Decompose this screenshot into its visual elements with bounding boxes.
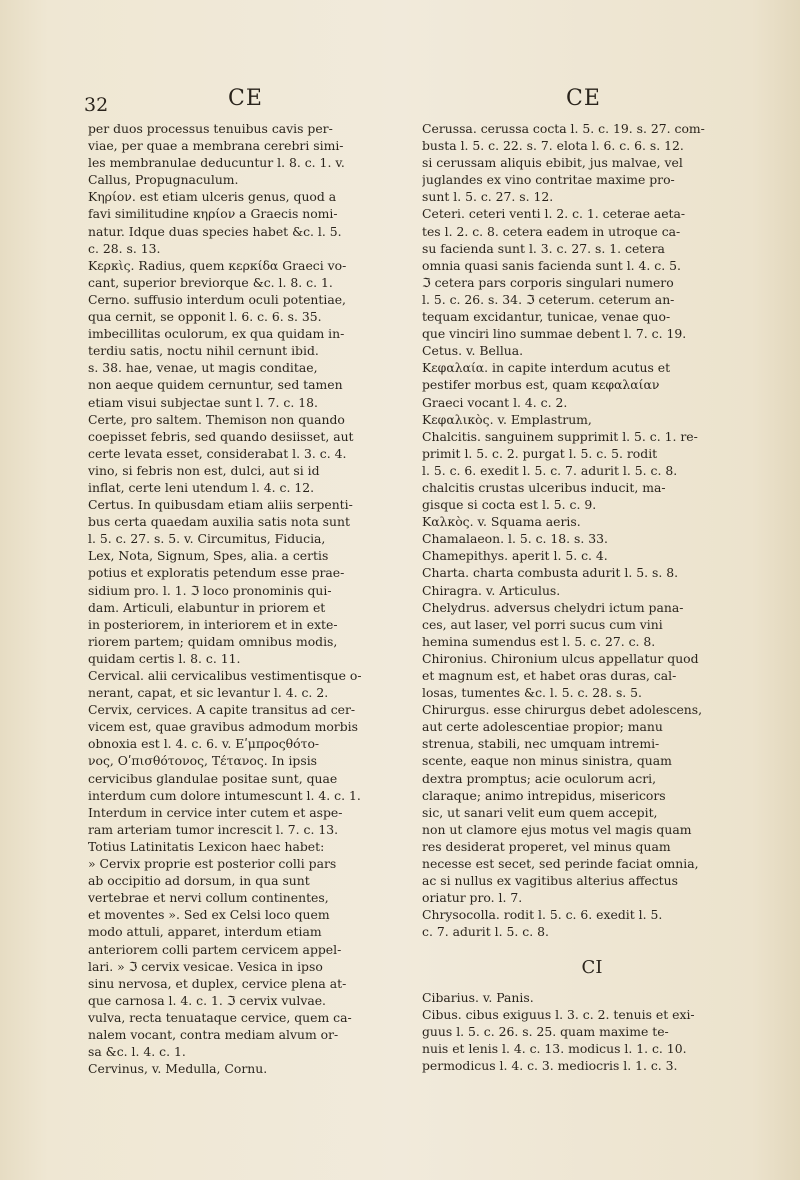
- text-line: Chrysocolla. rodit l. 5. c. 6. exedit l. 5.: [422, 907, 663, 923]
- text-line: res desiderat properet, vel minus quam: [422, 838, 671, 854]
- text-line: Κερκὶς. Radius, quem κερκίδα Graeci vo-: [88, 257, 347, 273]
- text-line: Cerussa. cerussa cocta l. 5. c. 19. s. 27. com-: [422, 121, 705, 136]
- text-line: permodicus l. 4. c. 3. mediocris l. 1. c. 3.: [422, 1057, 678, 1073]
- text-line: anteriorem colli partem cervicem appel-: [88, 941, 342, 957]
- text-line: strenua, stabili, nec umquam intremi-: [422, 736, 660, 752]
- text-line: Κηρίον. est etiam ulceris genus, quod a: [88, 189, 337, 205]
- text-line: oriatur pro. l. 7.: [422, 890, 523, 906]
- text-line: Cervical. alii cervicalibus vestimentisque o-: [88, 668, 362, 683]
- text-line: Interdum in cervice inter cutem et aspe-: [88, 804, 343, 820]
- text-line: non ut clamore ejus motus vel magis quam: [422, 821, 692, 837]
- text-line: gisque si cocta est l. 5. c. 9.: [422, 497, 597, 513]
- text-line: Κεφαλικὸς. v. Emplastrum,: [422, 411, 592, 427]
- text-line: in posteriorem, in interiorem et in exte-: [88, 616, 338, 632]
- text-line: modo attuli, apparet, interdum etiam: [88, 924, 322, 940]
- text-line: Certe, pro saltem. Themison non quando: [88, 411, 345, 427]
- right-column-entries-ce: [422, 120, 762, 941]
- text-line: vertebrae et nervi collum continentes,: [88, 890, 329, 906]
- text-line: sic, ut sanari velit eum quem accepit,: [422, 804, 658, 820]
- text-line: ac si nullus ex vagitibus alterius affectus: [422, 873, 678, 889]
- text-line: vulva, recta tenuataque cervice, quem ca-: [88, 1009, 352, 1025]
- text-line: busta l. 5. c. 22. s. 7. elota l. 6. c. 6. s. 12.: [422, 138, 684, 154]
- section-heading-ci: CI: [581, 956, 603, 978]
- text-line: sinu nervosa, et duplex, cervice plena at-: [88, 975, 347, 991]
- running-head-left: CE: [228, 86, 263, 111]
- text-line: et magnum est, et habet oras duras, cal-: [422, 668, 677, 683]
- text-line: su facienda sunt l. 3. c. 27. s. 1. cetera: [422, 240, 665, 256]
- text-line: non aeque quidem cernuntur, sed tamen: [88, 377, 343, 393]
- text-line: ab occipitio ad dorsum, in qua sunt: [88, 873, 310, 889]
- text-line: Καλκὸς. v. Squama aeris.: [422, 514, 581, 530]
- text-line: per duos processus tenuibus cavis per-: [88, 121, 333, 136]
- text-line: tequam excidantur, tunicae, venae quo-: [422, 309, 671, 325]
- text-line: coepisset febris, sed quando desiisset, aut: [88, 428, 354, 444]
- text-line: Cibus. cibus exiguus l. 3. c. 2. tenuis et exi-: [422, 1006, 695, 1022]
- text-line: Chiragra. v. Articulus.: [422, 582, 561, 598]
- text-line: viae, per quae a membrana cerebri simi-: [88, 138, 344, 154]
- text-line: Chironius. Chironium ulcus appellatur quod: [422, 650, 699, 666]
- text-line: Cervinus, v. Medulla, Cornu.: [88, 1061, 268, 1077]
- text-line: pestifer morbus est, quam κεφαλαίαν: [422, 377, 660, 393]
- text-line: sa &c. l. 4. c. 1.: [88, 1044, 186, 1060]
- text-line: Chamepithys. aperit l. 5. c. 4.: [422, 548, 608, 564]
- text-line: sidium pro. l. 1. ℑ loco pronominis qui-: [88, 582, 332, 598]
- text-line: juglandes ex vino contritae maxime pro-: [422, 172, 675, 188]
- text-line: interdum cum dolore intumescunt l. 4. c. 1.: [88, 787, 361, 803]
- text-line: primit l. 5. c. 2. purgat l. 5. c. 5. rodit: [422, 445, 658, 461]
- text-line: c. 7. adurit l. 5. c. 8.: [422, 924, 549, 940]
- text-line: favi similitudine κηρίον a Graecis nomi-: [88, 206, 338, 222]
- text-line: guus l. 5. c. 26. s. 25. quam maxime te-: [422, 1023, 669, 1039]
- text-line: sunt l. 5. c. 27. s. 12.: [422, 189, 554, 205]
- text-line: tes l. 2. c. 8. cetera eadem in utroque ca-: [422, 223, 681, 239]
- left-column: [88, 120, 428, 1077]
- text-line: Chirurgus. esse chirurgus debet adolescens,: [422, 702, 703, 718]
- text-line: vicem est, quae gravibus admodum morbis: [88, 719, 358, 735]
- text-line: quidam certis l. 8. c. 11.: [88, 650, 241, 666]
- text-line: ram arteriam tumor increscit l. 7. c. 13.: [88, 821, 339, 837]
- text-line: nerant, capat, et sic levantur l. 4. c. 2.: [88, 685, 329, 701]
- text-line: bus certa quaedam auxilia satis nota sunt: [88, 514, 350, 530]
- text-line: nalem vocant, contra mediam alvum or-: [88, 1026, 339, 1042]
- text-line: Cerno. suffusio interdum oculi potentiae,: [88, 291, 346, 307]
- text-line: Callus, Propugnaculum.: [88, 172, 239, 188]
- page-number: 32: [84, 94, 109, 116]
- text-line: vino, si febris non est, dulci, aut si id: [88, 462, 320, 478]
- text-line: » Cervix proprie est posterior colli pars: [88, 856, 337, 872]
- text-line: etiam visui subjectae sunt l. 7. c. 18.: [88, 394, 318, 410]
- text-line: riorem partem; quidam omnibus modis,: [88, 633, 338, 649]
- text-line: l. 5. c. 26. s. 34. ℑ ceterum. ceterum an-: [422, 291, 675, 307]
- text-line: ces, aut laser, vel porri sucus cum vini: [422, 616, 663, 632]
- text-line: claraque; animo intrepidus, misericors: [422, 787, 666, 803]
- text-line: necesse est secet, sed perinde faciat omnia,: [422, 856, 699, 872]
- right-column: [422, 120, 762, 1074]
- text-line: Cetus. v. Bellua.: [422, 343, 524, 359]
- text-line: lari. » ℑ cervix vesicae. Vesica in ipso: [88, 958, 323, 974]
- text-line: cant, superior breviorque &c. l. 8. c. 1.: [88, 274, 333, 290]
- text-line: dam. Articuli, elabuntur in priorem et: [88, 599, 326, 615]
- text-line: potius et exploratis petendum esse prae-: [88, 565, 345, 581]
- text-line: Cibarius. v. Panis.: [422, 989, 534, 1005]
- text-line: Certus. In quibusdam etiam aliis serpenti-: [88, 497, 353, 513]
- text-line: Totius Latinitatis Lexicon haec habet:: [88, 838, 325, 854]
- text-line: hemina sumendus est l. 5. c. 27. c. 8.: [422, 633, 656, 649]
- text-line: Lex, Nota, Signum, Spes, alia. a certis: [88, 548, 329, 564]
- text-line: Cervix, cervices. A capite transitus ad cer-: [88, 702, 356, 718]
- text-line: chalcitis crustas ulceribus inducit, ma-: [422, 479, 666, 495]
- text-line: natur. Idque duas species habet &c. l. 5.: [88, 223, 342, 239]
- text-line: qua cernit, se opponit l. 6. c. 6. s. 35.: [88, 309, 322, 325]
- text-line: νος, Οʹπισθότονος, Τέτανος. In ipsis: [88, 753, 318, 769]
- right-column-entries-ci: [422, 989, 762, 1074]
- text-line: Chalcitis. sanguinem supprimit l. 5. c. 1. re-: [422, 428, 698, 444]
- text-line: l. 5. c. 27. s. 5. v. Circumitus, Fiducia,: [88, 531, 326, 547]
- text-line: ℑ cetera pars corporis singulari numero: [422, 274, 674, 290]
- text-line: dextra promptus; acie oculorum acri,: [422, 770, 657, 786]
- text-line: omnia quasi sanis facienda sunt l. 4. c. 5.: [422, 257, 681, 273]
- text-line: nuis et lenis l. 4. c. 13. modicus l. 1. c. 10.: [422, 1040, 687, 1056]
- text-line: Ceteri. ceteri venti l. 2. c. 1. ceterae aeta-: [422, 206, 686, 222]
- text-line: Chelydrus. adversus chelydri ictum pana-: [422, 599, 684, 615]
- text-line: aut certe adolescentiae propior; manu: [422, 719, 663, 735]
- text-line: les membranulae deducuntur l. 8. c. 1. v.: [88, 155, 345, 171]
- text-line: certe levata esset, considerabat l. 3. c. 4.: [88, 445, 347, 461]
- text-line: que carnosa l. 4. c. 1. ℑ cervix vulvae.: [88, 992, 326, 1008]
- text-line: Charta. charta combusta adurit l. 5. s. 8.: [422, 565, 679, 581]
- text-line: l. 5. c. 6. exedit l. 5. c. 7. adurit l. 5. c. 8.: [422, 462, 678, 478]
- text-line: scente, eaque non minus sinistra, quam: [422, 753, 672, 769]
- text-line: imbecillitas oculorum, ex qua quidam in-: [88, 326, 345, 342]
- text-line: Chamalaeon. l. 5. c. 18. s. 33.: [422, 531, 608, 547]
- text-line: et moventes ». Sed ex Celsi loco quem: [88, 907, 330, 923]
- text-line: terdiu satis, noctu nihil cernunt ibid.: [88, 343, 319, 359]
- text-line: Graeci vocant l. 4. c. 2.: [422, 394, 568, 410]
- text-line: Κεφαλαία. in capite interdum acutus et: [422, 360, 671, 376]
- running-head-right: CE: [566, 86, 601, 111]
- text-line: s. 38. hae, venae, ut magis conditae,: [88, 360, 318, 376]
- text-line: losas, tumentes &c. l. 5. c. 28. s. 5.: [422, 685, 643, 701]
- text-line: si cerussam aliquis ebibit, jus malvae, vel: [422, 155, 683, 171]
- text-line: que vinciri lino summae debent l. 7. c. 19.: [422, 326, 687, 342]
- text-line: c. 28. s. 13.: [88, 240, 161, 256]
- text-line: obnoxia est l. 4. c. 6. v. Εʹμπροςθότο-: [88, 736, 320, 752]
- text-line: cervicibus glandulae positae sunt, quae: [88, 770, 338, 786]
- text-line: inflat, certe leni utendum l. 4. c. 12.: [88, 479, 315, 495]
